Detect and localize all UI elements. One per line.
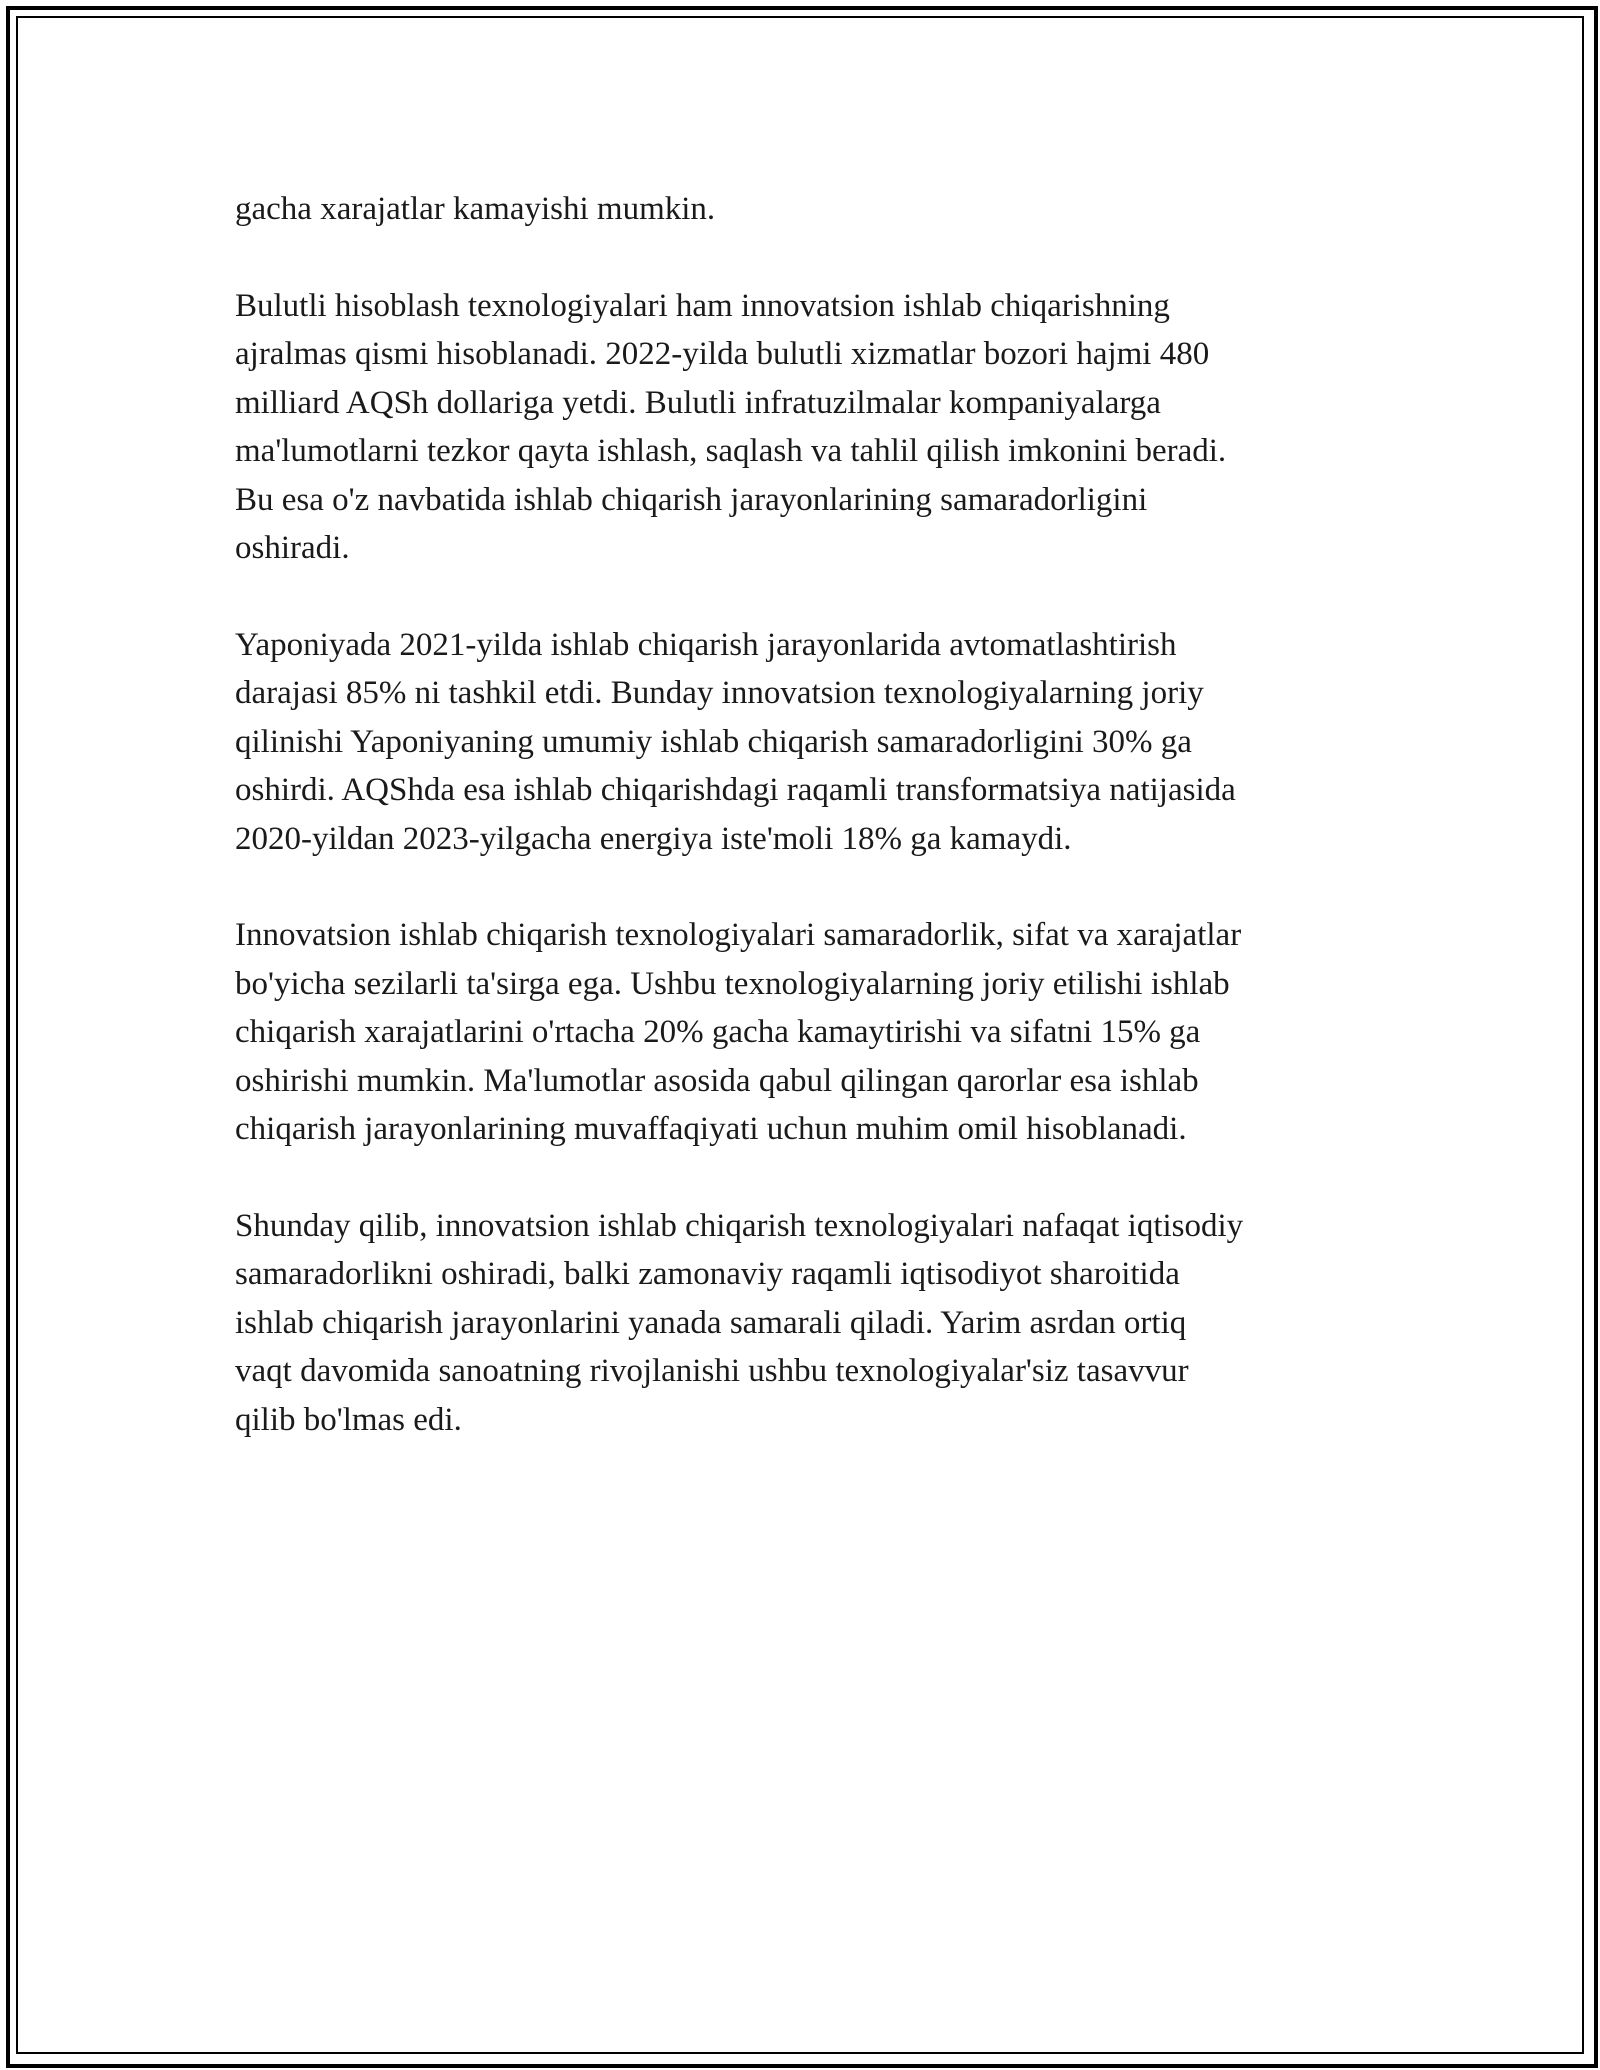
text-line: oshirishi mumkin. Ma'lumotlar asosida qabul qilingan qarorlar esa ishlab xyxy=(235,1062,1199,1099)
text-line: Yaponiyada 2021-yilda ishlab chiqarish jarayonlarida avtomatlashtirish xyxy=(235,626,1177,663)
text-line: vaqt davomida sanoatning rivojlanishi ushbu texnologiyalar'siz tasavvur xyxy=(235,1353,1189,1389)
text-line: gacha xarajatlar kamayishi mumkin. xyxy=(235,191,716,227)
paragraph-5 xyxy=(235,1202,1415,1445)
text-line: Bu esa o'z navbatida ishlab chiqarish jarayonlarining samaradorligini xyxy=(235,481,1148,518)
text-line: oshirdi. AQShda esa ishlab chiqarishdagi raqamli transformatsiya natijasida xyxy=(235,772,1236,808)
paragraph-2 xyxy=(235,282,1415,573)
text-line: Bulutli hisoblash texnologiyalari ham innovatsion ishlab chiqarishning xyxy=(235,287,1170,324)
document-body xyxy=(235,185,1415,1492)
text-line: bo'yicha sezilarli ta'sirga ega. Ushbu texnologiyalarning joriy etilishi ishlab xyxy=(235,965,1230,1002)
text-line: Shunday qilib, innovatsion ishlab chiqarish texnologiyalari nafaqat iqtisodiy xyxy=(235,1207,1244,1244)
text-line: ajralmas qismi hisoblanadi. 2022-yilda bulutli xizmatlar bozori hajmi 480 xyxy=(235,336,1210,372)
text-line: qilinishi Yaponiyaning umumiy ishlab chiqarish samaradorligini 30% ga xyxy=(235,723,1192,760)
text-line: ma'lumotlarni tezkor qayta ishlash, saqlash va tahlil qilish imkonini beradi. xyxy=(235,433,1227,469)
paragraph-1 xyxy=(235,185,1415,234)
text-line: samaradorlikni oshiradi, balki zamonaviy raqamli iqtisodiyot sharoitida xyxy=(235,1256,1180,1292)
text-line: chiqarish jarayonlarining muvaffaqiyati uchun muhim omil hisoblanadi. xyxy=(235,1111,1187,1147)
text-line: darajasi 85% ni tashkil etdi. Bunday innovatsion texnologiyalarning joriy xyxy=(235,675,1204,711)
paragraph-4 xyxy=(235,911,1415,1154)
text-line: chiqarish xarajatlarini o'rtacha 20% gacha kamaytirishi va sifatni 15% ga xyxy=(235,1014,1201,1050)
text-line: ishlab chiqarish jarayonlarini yanada samarali qiladi. Yarim asrdan ortiq xyxy=(235,1304,1187,1341)
text-line: Innovatsion ishlab chiqarish texnologiyalari samaradorlik, sifat va xarajatlar xyxy=(235,917,1242,953)
text-line: 2020-yildan 2023-yilgacha energiya iste'moli 18% ga kamaydi. xyxy=(235,820,1072,857)
text-line: qilib bo'lmas edi. xyxy=(235,1401,462,1438)
text-line: milliard AQSh dollariga yetdi. Bulutli infratuzilmalar kompaniyalarga xyxy=(235,384,1161,421)
paragraph-3 xyxy=(235,621,1415,864)
text-line: oshiradi. xyxy=(235,530,350,566)
